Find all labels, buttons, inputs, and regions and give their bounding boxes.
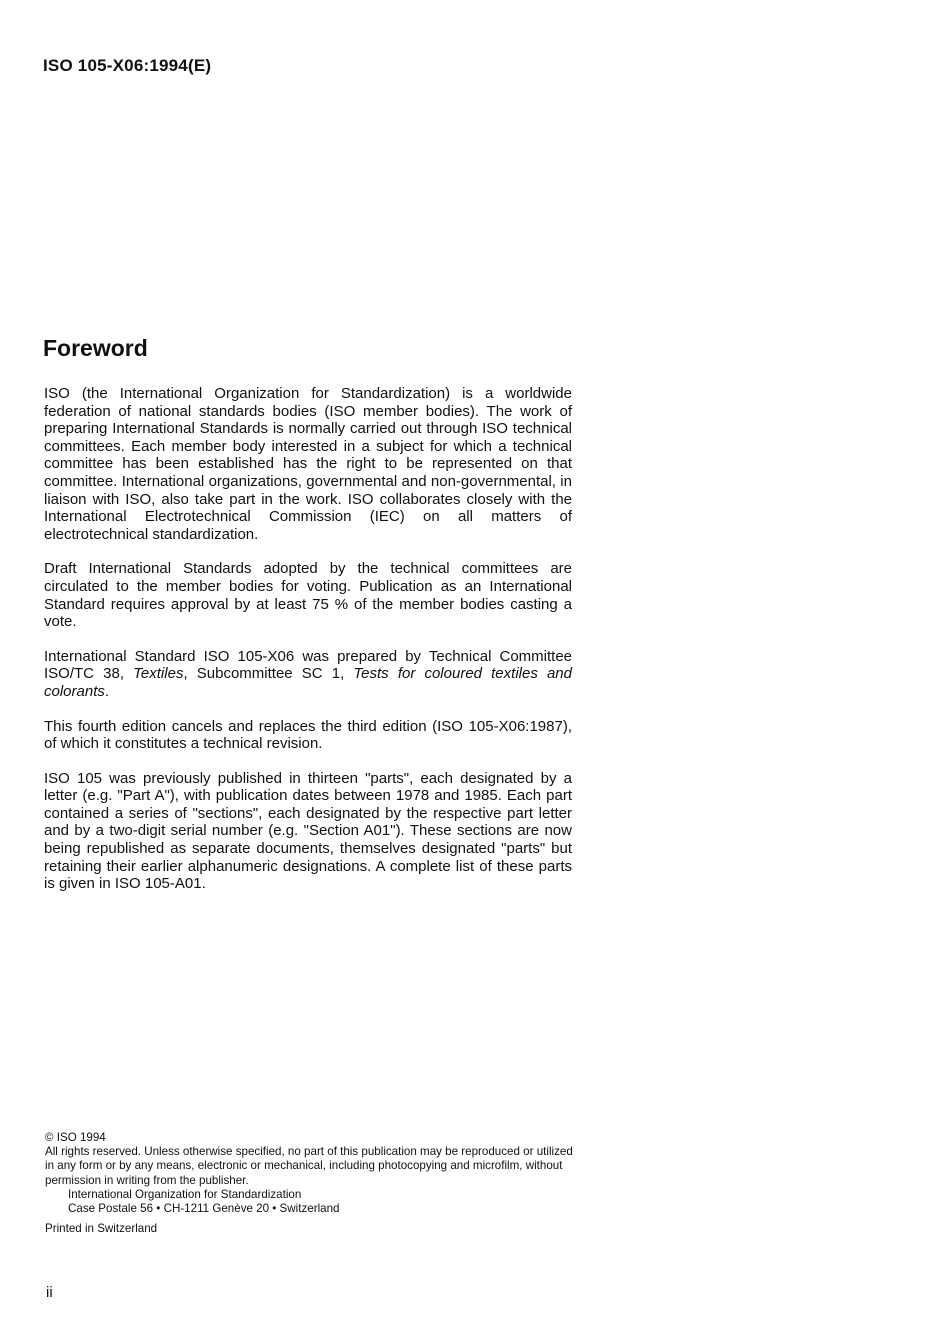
organization-address: Case Postale 56 • CH-1211 Genève 20 • Switzerland <box>68 1202 340 1216</box>
document-id-header: ISO 105-X06:1994(E) <box>43 56 212 75</box>
preparation-text-3: . <box>104 682 110 700</box>
textiles-italic: Textiles <box>133 665 184 683</box>
paragraph-preparation <box>44 648 572 701</box>
paragraph-history: ISO 105 was previously published in thirteen "parts", each designated by a letter (e.g. "Part A"), with publication dates between 1978 and 1985. Each part contained a series of "sections", each designated by the respective part letter and by a two-digit serial number (e.g. "Section A01"). These sections are now being republished as separate documents, themselves designated "parts" but retaining their earlier alphanumeric designations. A complete list of these parts is given in ISO 105-A01. <box>44 769 572 893</box>
organization-name: International Organization for Standardization <box>68 1187 302 1201</box>
copyright-line: © ISO 1994 <box>45 1131 106 1144</box>
printed-in: Printed in Switzerland <box>45 1222 158 1236</box>
preparation-text-2: , Subcommittee SC 1, <box>183 665 354 683</box>
paragraph-edition: This fourth edition cancels and replaces the third edition (ISO 105-X06:1987), of which it constitutes a technical revision. <box>44 717 572 753</box>
paragraph-iso-intro: ISO (the International Organization for Standardization) is a worldwide federation of national standards bodies (ISO member bodies). The work of preparing International Standards is normally carried out through ISO technical committees. Each member body interested in a subject for which a technical committee has been established has the right to be represented on that committee. International organizations, governmental and non-governmental, in liaison with ISO, also take part in the work. ISO collaborates closely with the International Electrotechnical Commission (IEC) on all matters of electrotechnical standardization. <box>44 385 572 543</box>
foreword-body <box>44 385 572 910</box>
rights-notice: All rights reserved. Unless otherwise specified, no part of this publication may be reproduced or utilized in any form or by any means, electronic or mechanical, including photocopying and microfilm, without permission in writing from the publisher. <box>45 1145 573 1187</box>
subcommittee-title-italic: Tests for coloured textiles and colorants <box>44 665 572 700</box>
preparation-text-1: International Standard ISO 105-X06 was prepared by Technical Committee ISO/TC 38, <box>44 647 572 683</box>
page-number: ii <box>46 1284 53 1301</box>
paragraph-draft-standards: Draft International Standards adopted by the technical committees are circulated to the member bodies for voting. Publication as an International Standard requires approval by at least 75 % of the member bodies casting a vote. <box>44 560 572 631</box>
copyright-block <box>45 1131 585 1236</box>
foreword-title: Foreword <box>43 335 148 361</box>
